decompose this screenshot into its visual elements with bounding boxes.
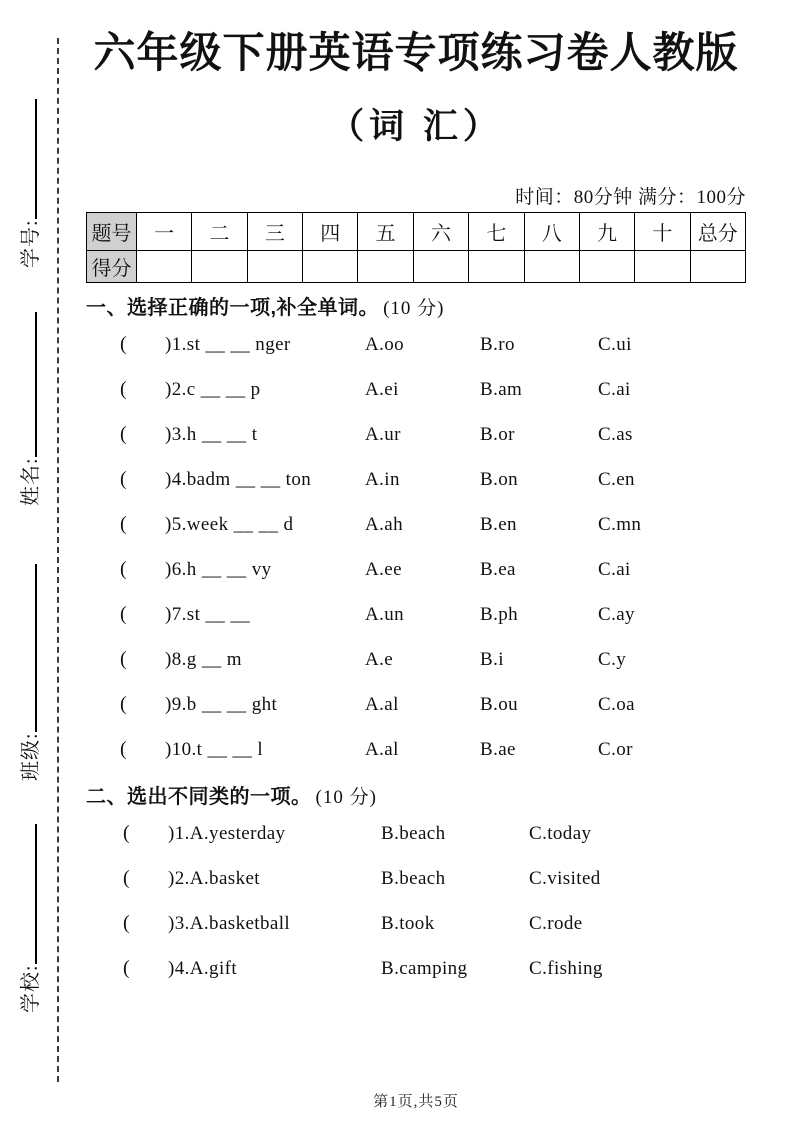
answer-paren: ( [120,468,128,490]
option-a: )1.A.yesterday [168,822,286,844]
section1-score: (10 分) [383,298,445,319]
option-a: A.al [365,693,399,715]
question-row [86,502,746,547]
option-a: A.e [365,648,394,670]
option-c: C.ay [598,603,635,625]
score-cell [137,251,192,283]
answer-paren: ( [123,912,131,934]
question-row [86,592,746,637]
col-header: 九 [579,213,634,251]
option-a: A.un [365,603,405,625]
section2-heading-text: 二、选出不同类的一项。 [86,786,312,808]
option-c: C.visited [529,867,601,889]
student-id-blank [34,99,37,219]
score-cell [635,251,690,283]
score-cell [303,251,358,283]
answer-paren: ( [120,333,128,355]
question-row [86,547,746,592]
score-cell [358,251,413,283]
question-number-header: 题号 [87,213,137,251]
option-c: C.or [598,738,633,760]
answer-paren: ( [120,738,128,760]
option-b: B.i [480,648,504,670]
question-row [86,901,746,946]
col-header: 四 [303,213,358,251]
col-header: 三 [247,213,302,251]
student-id-label: 学号: [20,219,42,268]
question-row [86,322,746,367]
option-c: C.fishing [529,957,603,979]
section1-heading-text: 一、选择正确的一项,补全单词。 [86,297,380,319]
col-header: 五 [358,213,413,251]
option-b: B.ea [480,558,516,580]
option-b: B.en [480,513,517,535]
question-text: )7.st __ __ [165,603,251,625]
score-table [86,212,746,283]
section2-score: (10 分) [315,787,377,808]
question-row [86,811,746,856]
option-c: C.mn [598,513,642,535]
question-row [86,946,746,991]
option-a: A.ah [365,513,404,535]
col-header: 六 [413,213,468,251]
col-header: 七 [469,213,524,251]
question-row [86,412,746,457]
answer-paren: ( [120,648,128,670]
score-cell [413,251,468,283]
total-score-header: 总分 [690,213,745,251]
answer-paren: ( [123,867,131,889]
section1-questions [86,322,746,772]
section2-questions [86,811,746,991]
student-name-blank [34,312,37,457]
option-c: C.oa [598,693,635,715]
question-text: )4.badm __ __ ton [165,468,312,490]
option-a: )2.A.basket [168,867,260,889]
option-c: C.rode [529,912,583,934]
fold-dashed-line [57,38,59,1082]
option-a: A.ee [365,558,402,580]
option-c: C.ai [598,558,631,580]
option-a: A.ur [365,423,401,445]
class-label: 班级: [20,732,42,781]
option-c: C.y [598,648,627,670]
question-text: )9.b __ __ ght [165,693,278,715]
question-text: )5.week __ __ d [165,513,294,535]
option-b: B.beach [381,867,446,889]
score-cell [690,251,745,283]
option-b: B.ou [480,693,519,715]
score-cell [192,251,247,283]
question-text: )1.st __ __ nger [165,333,291,355]
question-row [86,682,746,727]
option-b: B.took [381,912,435,934]
option-c: C.today [529,822,592,844]
option-b: B.ph [480,603,519,625]
answer-paren: ( [120,603,128,625]
class-blank [34,564,37,732]
option-c: C.ui [598,333,632,355]
option-b: B.or [480,423,515,445]
section1-heading [86,295,746,322]
question-row [86,367,746,412]
option-b: B.ro [480,333,515,355]
option-a: A.oo [365,333,405,355]
score-cell [469,251,524,283]
question-text: )3.h __ __ t [165,423,258,445]
option-c: C.as [598,423,633,445]
option-a: A.in [365,468,400,490]
answer-paren: ( [120,423,128,445]
student-name-label: 姓名: [20,457,42,506]
option-b: B.camping [381,957,468,979]
col-header: 十 [635,213,690,251]
option-a: )4.A.gift [168,957,238,979]
option-b: B.on [480,468,519,490]
option-b: B.beach [381,822,446,844]
col-header: 八 [524,213,579,251]
school-label: 学校: [20,964,42,1013]
score-cell [247,251,302,283]
school-blank [34,824,37,964]
question-row [86,637,746,682]
page-number: 第1页,共5页 [373,1094,459,1110]
question-row [86,856,746,901]
score-table-score-row [87,251,746,283]
question-text: )6.h __ __ vy [165,558,272,580]
question-row [86,727,746,772]
answer-paren: ( [120,513,128,535]
section2-heading [86,784,746,811]
answer-paren: ( [120,378,128,400]
col-header: 二 [192,213,247,251]
option-c: C.ai [598,378,631,400]
answer-paren: ( [120,558,128,580]
question-text: )2.c __ __ p [165,378,261,400]
page-title: 六年级下册英语专项练习卷人教版 [93,31,739,77]
score-cell [524,251,579,283]
time-score-info: 时间：80分钟 满分：100分 [515,187,746,208]
score-cell [579,251,634,283]
option-a: )3.A.basketball [168,912,291,934]
option-c: C.en [598,468,635,490]
option-b: B.am [480,378,523,400]
question-text: )10.t __ __ l [165,738,264,760]
option-a: A.al [365,738,399,760]
answer-paren: ( [120,693,128,715]
answer-paren: ( [123,822,131,844]
paper-body [86,0,746,991]
question-row [86,457,746,502]
option-a: A.ei [365,378,399,400]
score-row-header: 得分 [87,251,137,283]
col-header: 一 [137,213,192,251]
question-text: )8.g __ m [165,648,242,670]
answer-paren: ( [123,957,131,979]
page-subtitle: （词 汇） [329,107,503,146]
score-table-header-row [87,213,746,251]
option-b: B.ae [480,738,516,760]
